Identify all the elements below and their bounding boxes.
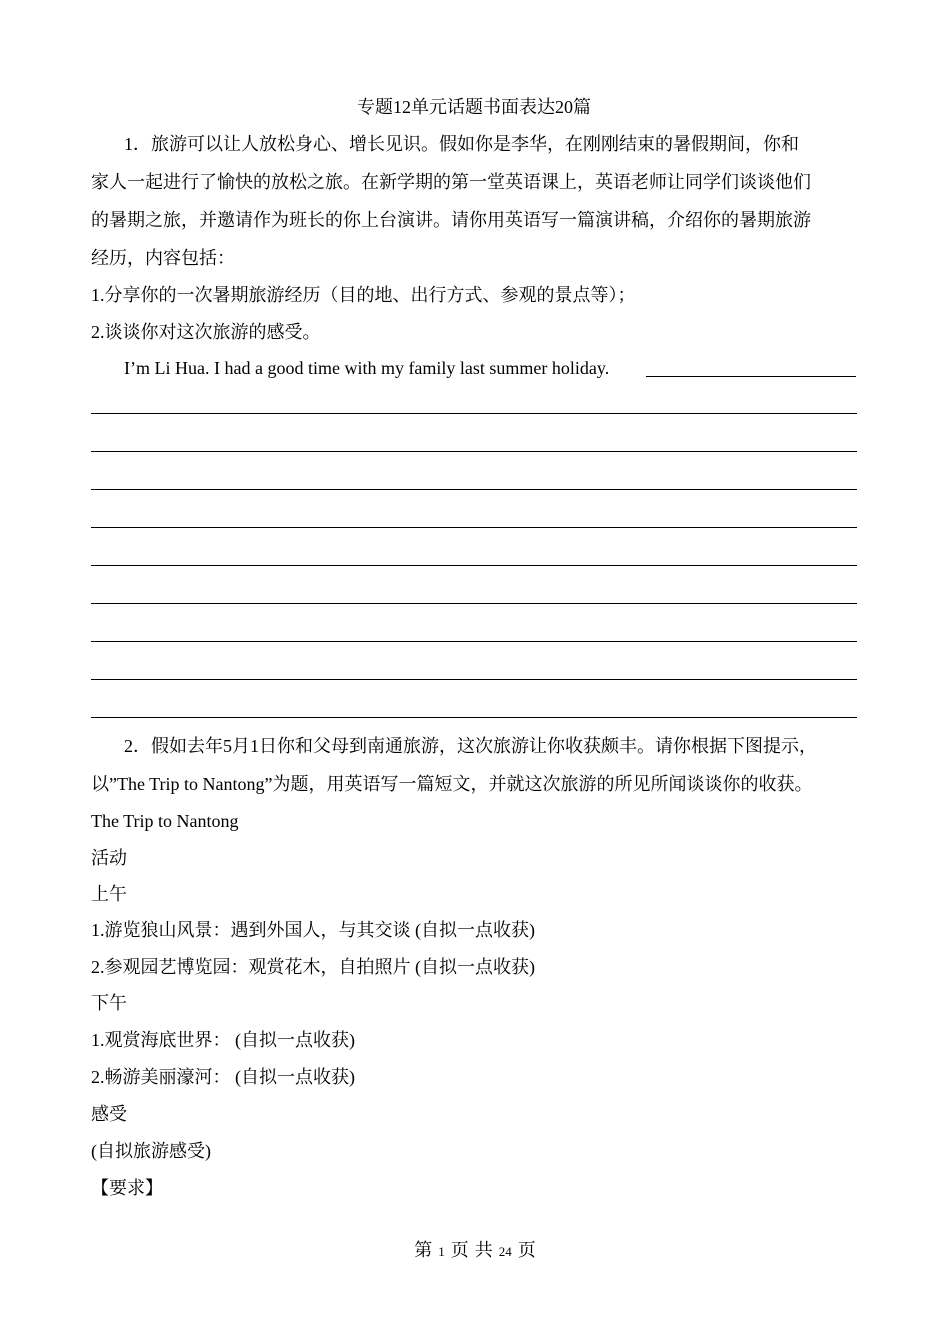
q2-afternoon-item-1: 1.观赏海底世界： (自拟一点收获): [91, 1030, 355, 1050]
q1-prompt-line-2: 家人一起进行了愉快的放松之旅。在新学期的第一堂英语课上，英语老师让同学们谈谈他们: [91, 172, 811, 192]
q2-afternoon-label: 下午: [91, 993, 127, 1013]
footer-ye-label: 页: [450, 1240, 469, 1260]
answer-line[interactable]: [91, 413, 857, 414]
q1-prompt-line-4: 经历，内容包括：: [91, 248, 235, 268]
answer-line[interactable]: [91, 641, 857, 642]
q2-afternoon-item-2: 2.畅游美丽濠河： (自拟一点收获): [91, 1067, 355, 1087]
answer-line[interactable]: [91, 451, 857, 452]
q2-feeling-note: (自拟旅游感受): [91, 1141, 211, 1161]
q2-feeling-label: 感受: [91, 1104, 127, 1124]
footer-total-label: 共: [474, 1240, 493, 1260]
answer-line[interactable]: [91, 717, 857, 718]
q2-activity-label: 活动: [91, 848, 127, 868]
footer-page-number: 1: [438, 1244, 445, 1259]
q2-requirement-label: 【要求】: [91, 1178, 163, 1198]
q2-morning-item-2: 2.参观园艺博览园：观赏花木，自拍照片 (自拟一点收获): [91, 957, 535, 977]
page-footer: [0, 1238, 950, 1264]
q2-heading: The Trip to Nantong: [91, 811, 239, 831]
page-title: 专题12单元话题书面表达20篇: [357, 97, 591, 117]
q2-prompt-line-1: 2．假如去年5月1日你和父母到南通旅游，这次旅游让你收获颇丰。请你根据下图提示，: [124, 736, 817, 756]
q2-morning-label: 上午: [91, 884, 127, 904]
answer-line[interactable]: [91, 489, 857, 490]
q1-opening-sentence: I’m Li Hua. I had a good time with my family last summer holiday.: [124, 358, 610, 378]
q2-prompt-line-2: 以”The Trip to Nantong”为题，用英语写一篇短文，并就这次旅游的所见所闻谈谈你的收获。: [91, 774, 813, 794]
q1-prompt-line-3: 的暑期之旅，并邀请作为班长的你上台演讲。请你用英语写一篇演讲稿，介绍你的暑期旅游: [91, 210, 811, 230]
footer-page-label: 第: [414, 1240, 433, 1260]
answer-line[interactable]: [91, 603, 857, 604]
q1-point-1: 1.分享你的一次暑期旅游经历（目的地、出行方式、参观的景点等）；: [91, 285, 636, 305]
answer-line[interactable]: [91, 565, 857, 566]
q1-prompt-line-1: 1．旅游可以让人放松身心、增长见识。假如你是李华，在刚刚结束的暑假期间，你和: [124, 134, 799, 154]
footer-total-pages: 24: [498, 1244, 512, 1259]
answer-line[interactable]: [91, 527, 857, 528]
q2-morning-item-1: 1.游览狼山风景：遇到外国人，与其交谈 (自拟一点收获): [91, 920, 535, 940]
answer-line[interactable]: [91, 679, 857, 680]
footer-ye-label-2: 页: [517, 1240, 536, 1260]
q1-point-2: 2.谈谈你对这次旅游的感受。: [91, 322, 321, 342]
answer-blank-inline[interactable]: [646, 376, 856, 377]
